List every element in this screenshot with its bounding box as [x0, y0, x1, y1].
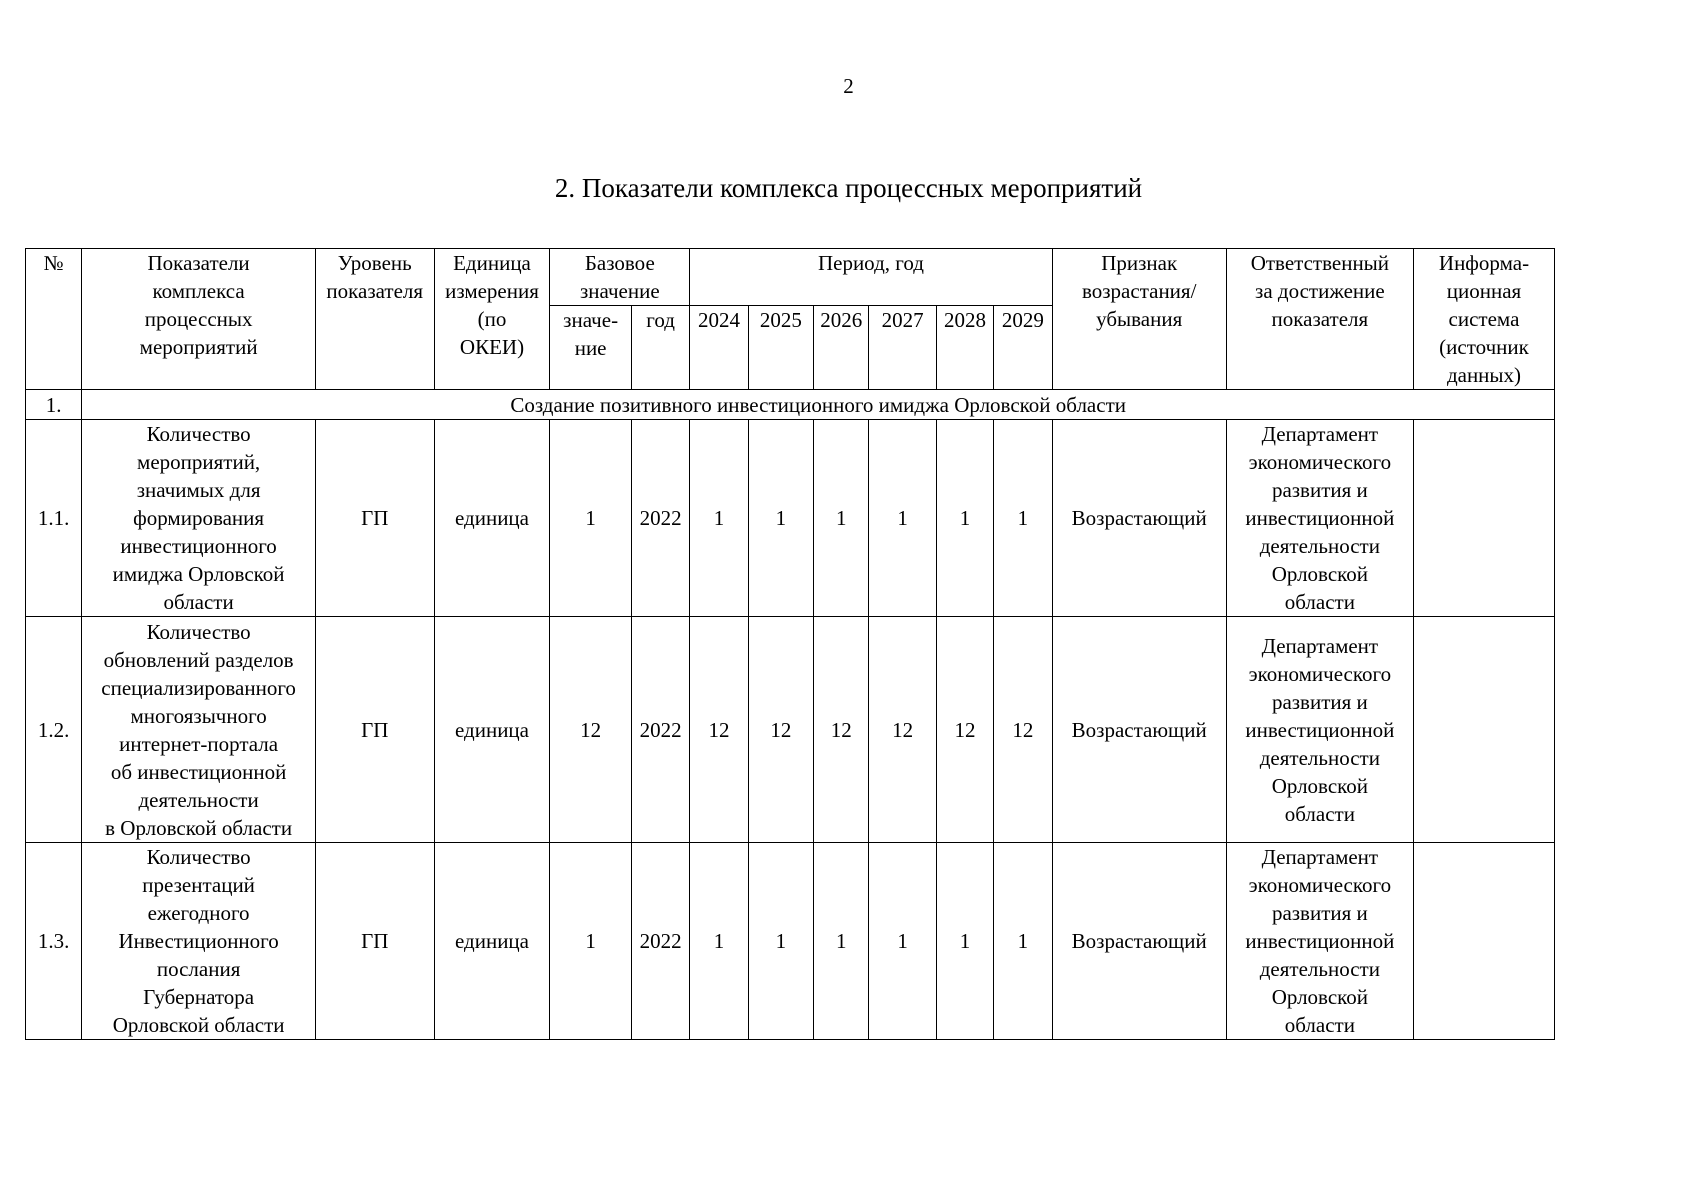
header-level: Уровень показателя: [315, 249, 434, 390]
trend-value: Возрастающий: [1052, 617, 1226, 843]
header-period: Период, год: [690, 249, 1052, 306]
table-header: [26, 249, 1555, 390]
header-base-value: значе- ние: [550, 306, 632, 390]
value-2029: 1: [994, 843, 1052, 1040]
value-2029: 1: [994, 420, 1052, 617]
indicators-table: [25, 248, 1555, 1040]
header-responsible: Ответственный за достижение показателя: [1226, 249, 1413, 390]
value-2029: 12: [994, 617, 1052, 843]
header-unit: Единица измерения (по ОКЕИ): [434, 249, 550, 390]
trend-value: Возрастающий: [1052, 843, 1226, 1040]
table-row: [26, 420, 1555, 617]
value-2025: 1: [748, 420, 813, 617]
base-value: 1: [550, 420, 632, 617]
value-2028: 1: [936, 843, 993, 1040]
indicator-level: ГП: [315, 420, 434, 617]
value-2025: 1: [748, 843, 813, 1040]
trend-value: Возрастающий: [1052, 420, 1226, 617]
value-2024: 12: [690, 617, 748, 843]
base-year: 2022: [631, 843, 689, 1040]
header-info-system: Информа- ционная система (источник данных): [1413, 249, 1554, 390]
table-body: [26, 390, 1555, 1040]
value-2024: 1: [690, 843, 748, 1040]
document-title: 2. Показатели комплекса процессных мероприятий: [554, 173, 1143, 203]
value-2026: 1: [814, 843, 869, 1040]
header-year-2026: 2026: [814, 306, 869, 390]
base-year: 2022: [631, 420, 689, 617]
responsible-department: Департамент экономического развития и инвестиционной деятельности Орловской области: [1226, 420, 1413, 617]
row-number: 1.3.: [26, 843, 82, 1040]
header-year-2024: 2024: [690, 306, 748, 390]
base-year: 2022: [631, 617, 689, 843]
section-number: 1.: [26, 390, 82, 420]
row-number: 1.1.: [26, 420, 82, 617]
value-2025: 12: [748, 617, 813, 843]
responsible-department: Департамент экономического развития и инвестиционной деятельности Орловской области: [1226, 843, 1413, 1040]
page-number: 2: [843, 74, 854, 98]
header-year-2027: 2027: [869, 306, 936, 390]
table-row: [26, 843, 1555, 1040]
value-2027: 1: [869, 420, 936, 617]
base-value: 1: [550, 843, 632, 1040]
value-2024: 1: [690, 420, 748, 617]
header-indicator: Показатели комплекса процессных мероприятий: [82, 249, 316, 390]
section-row: [26, 390, 1555, 420]
indicator-level: ГП: [315, 617, 434, 843]
value-2027: 12: [869, 617, 936, 843]
value-2028: 12: [936, 617, 993, 843]
info-system-value: [1413, 843, 1554, 1040]
header-year-2028: 2028: [936, 306, 993, 390]
info-system-value: [1413, 420, 1554, 617]
indicator-name: Количество презентаций ежегодного Инвестиционного послания Губернатора Орловской области: [82, 843, 316, 1040]
header-year-2029: 2029: [994, 306, 1052, 390]
header-number: №: [26, 249, 82, 390]
responsible-department: Департамент экономического развития и инвестиционной деятельности Орловской области: [1226, 617, 1413, 843]
indicator-level: ГП: [315, 843, 434, 1040]
indicator-unit: единица: [434, 617, 550, 843]
header-base: Базовое значение: [550, 249, 690, 306]
value-2026: 1: [814, 420, 869, 617]
table-row: [26, 617, 1555, 843]
indicator-unit: единица: [434, 843, 550, 1040]
indicator-name: Количество мероприятий, значимых для формирования инвестиционного имиджа Орловской области: [82, 420, 316, 617]
value-2028: 1: [936, 420, 993, 617]
header-year-2025: 2025: [748, 306, 813, 390]
header-trend: Признак возрастания/ убывания: [1052, 249, 1226, 390]
indicator-unit: единица: [434, 420, 550, 617]
value-2026: 12: [814, 617, 869, 843]
value-2027: 1: [869, 843, 936, 1040]
info-system-value: [1413, 617, 1554, 843]
section-title: Создание позитивного инвестиционного имиджа Орловской области: [82, 390, 1555, 420]
row-number: 1.2.: [26, 617, 82, 843]
indicator-name: Количество обновлений разделов специализированного многоязычного интернет-портала об инвестиционной деятельности в Орловской области: [82, 617, 316, 843]
base-value: 12: [550, 617, 632, 843]
header-base-year: год: [631, 306, 689, 390]
